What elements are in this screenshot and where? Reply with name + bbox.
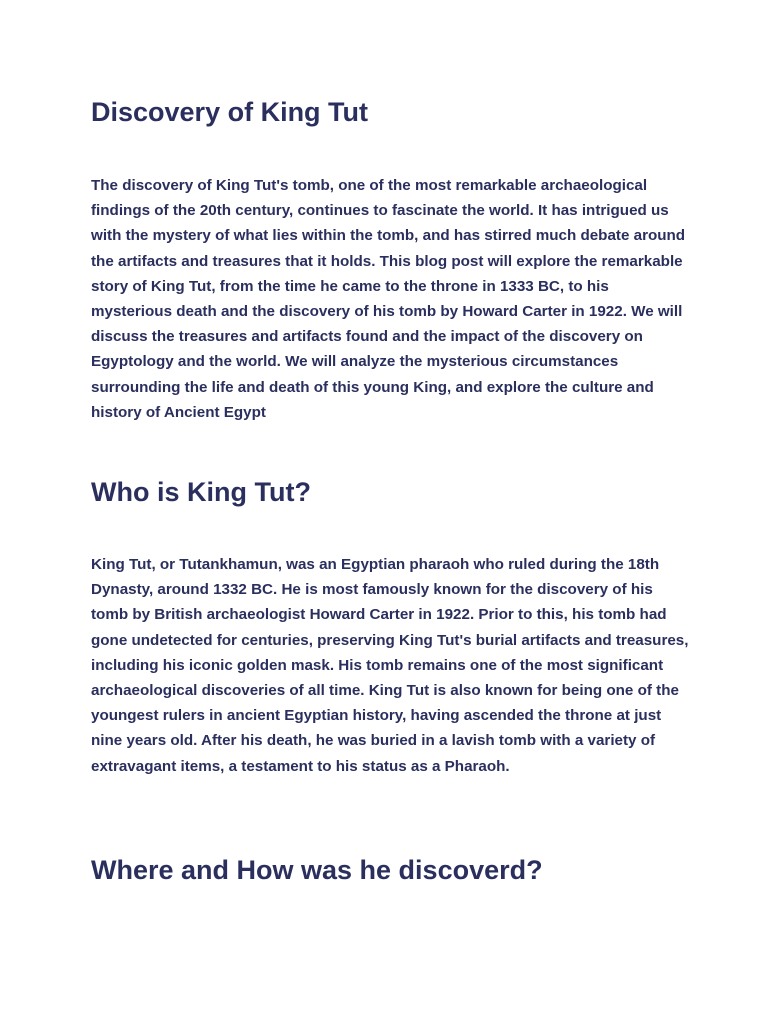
section-heading-where-and-how: Where and How was he discoverd? [91,855,543,885]
page-title: Discovery of King Tut [91,97,369,127]
section-paragraph-who-is-king-tut: King Tut, or Tutankhamun, was an Egyptian pharaoh who ruled during the 18th Dynasty, around 1332 BC. He is most famously known for the discovery of his tomb by British archaeologist Howard Carter in 1922. Prior to this, his tomb had gone undetected for centuries, preserving King Tut's burial artifacts and treasures, including his iconic golden mask. His tomb remains one of the most significant archaeological discoveries of all time. King Tut is also known for being one of the youngest rulers in ancient Egyptian history, having ascended the throne at just nine years old. After his death, he was buried in a lavish tomb with a variety of extravagant items, a testament to his status as a Pharaoh. [91,556,689,775]
section-heading-who-is-king-tut: Who is King Tut? [91,477,311,507]
intro-paragraph: The discovery of King Tut's tomb, one of the most remarkable archaeological findings of the 20th century, continues to fascinate the world. It has intrigued us with the mystery of what lies within the tomb, and has stirred much debate around the artifacts and treasures that it holds. This blog post will explore the remarkable story of King Tut, from the time he came to the throne in 1333 BC, to his mysterious death and the discovery of his tomb by Howard Carter in 1922. We will discuss the treasures and artifacts found and the impact of the discovery on Egyptology and the world. We will analyze the mysterious circumstances surrounding the life and death of this young King, and explore the culture and history of Ancient Egypt [91,177,686,421]
